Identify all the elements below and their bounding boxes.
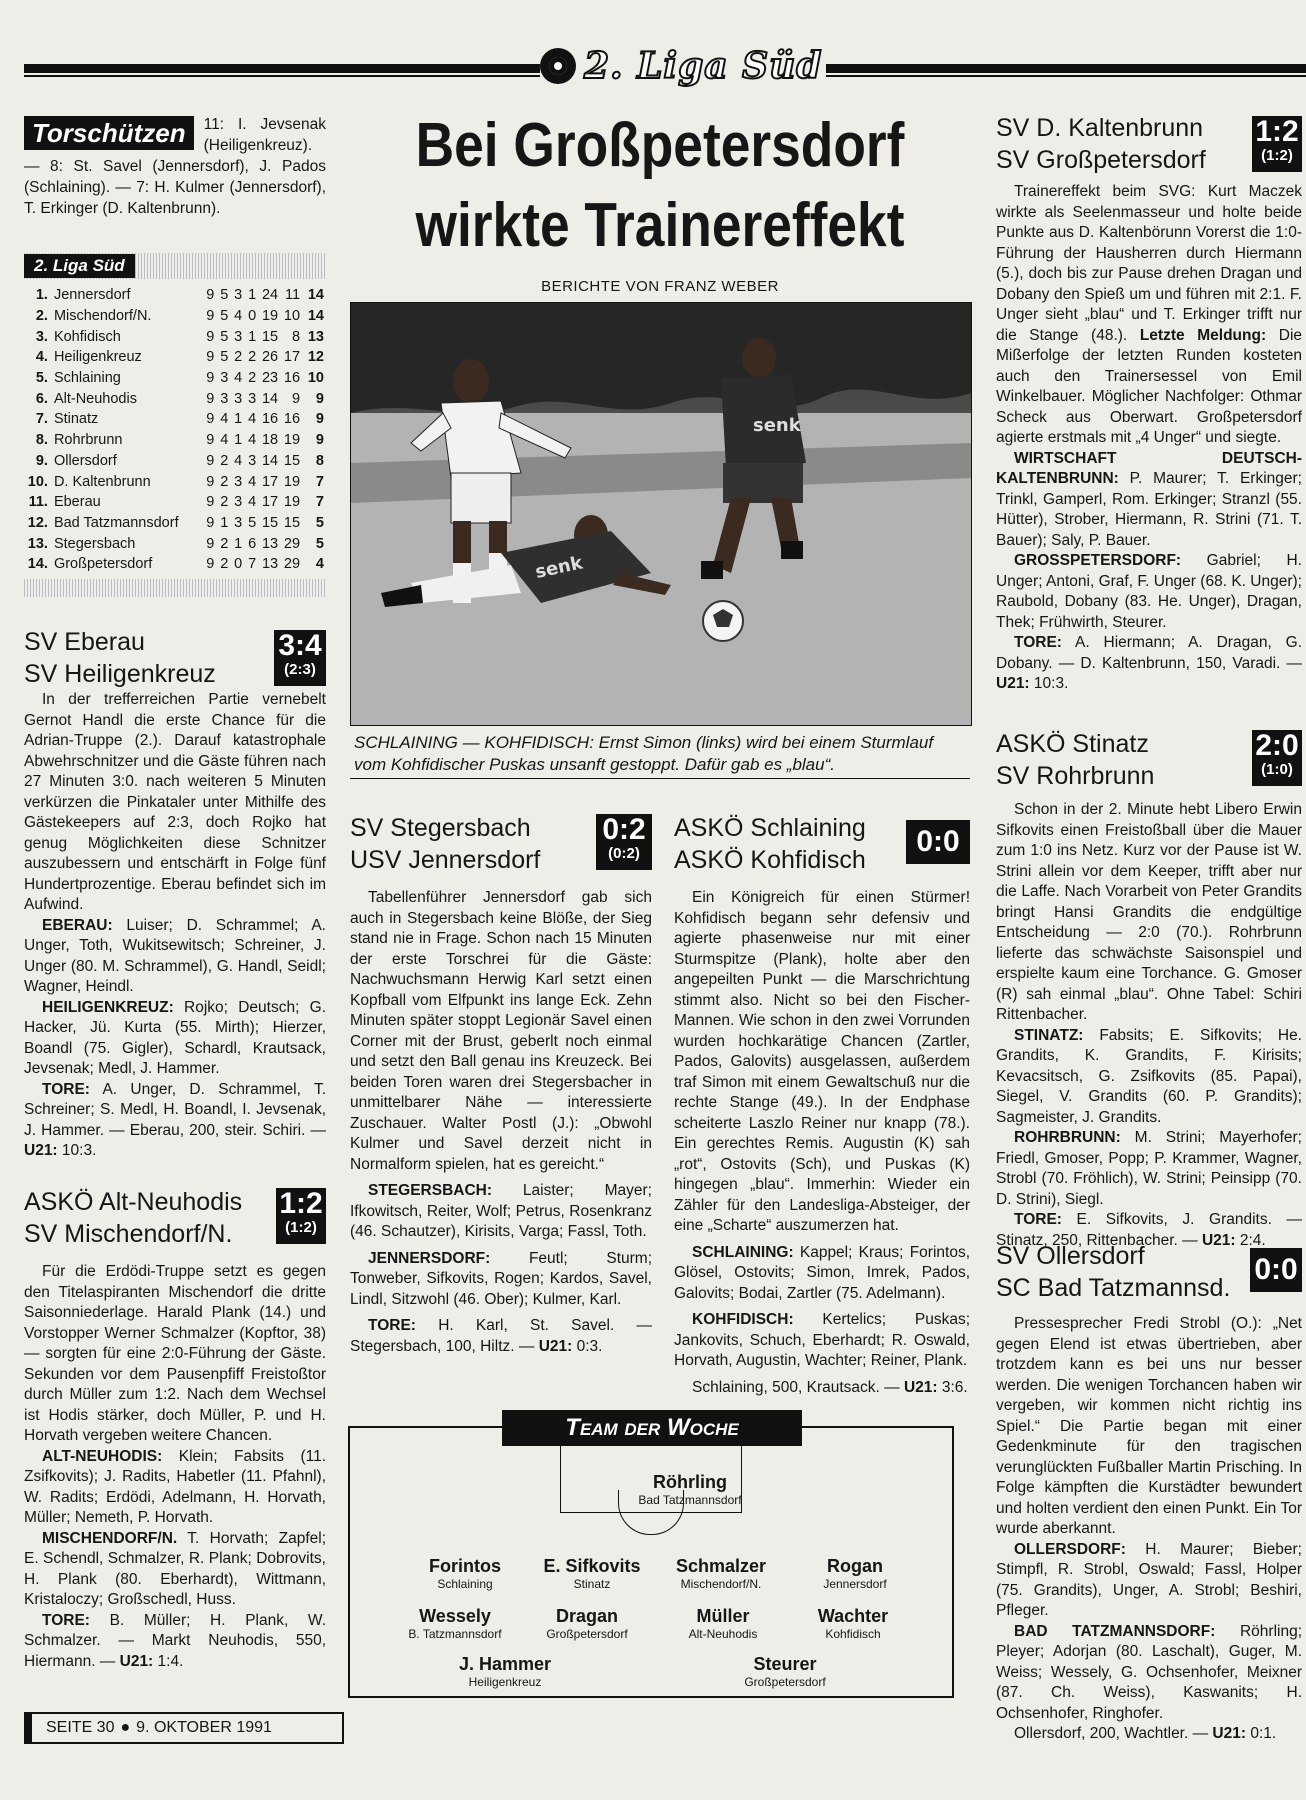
standings-wins: 2 [220,556,229,573]
lineup-kaltenbrunn: P. Maurer; T. Erkinger; Trinkl, Gamperl, Rom. Erkinger; Stranzl (55. Hütter), Strober, Hiermann, R. Strini (71. T. Bauer); Saly, P. Bauer. [996,470,1302,549]
standings-losses: 2 [248,349,257,366]
player-club: Kohfidisch [825,1627,881,1641]
standings-points: 9 [315,390,324,407]
headline-line2: wirkte Trainereffekt [415,191,905,260]
team-of-week-player [700,1654,870,1689]
standings-team: Eberau [53,494,101,511]
standings-team: Stinatz [53,411,99,428]
standings-row [24,533,326,554]
match-stegersbach-report: Tabellenführer Jennersdorf gab sich auch in Stegersbach keine Blöße, der Sieg stand nie in Frage. Schon nach 15 Minuten der erste Torschrei für die Gäste: Nachwuchsmann Herwig Karl setzt einen Kopfball vom Elfpunkt ins lange Eck. Zehn Minuten später stoppt Legionär Savel einen Corner mit der Brust, geberlt noch einmal und setzt den Ball genau ins Kreuzeck. Bei beiden Toren waren drei Stegersbacher in unmittelbarer Nähe — interessierte Zuschauer. Walter Postl (J.): „Obwohl Kulmer und Savel derzeit nicht in Normalform spielen, hat es gereicht.“ [350,889,652,1173]
standings-row [24,430,326,451]
standings-position: 6. [35,390,48,407]
standings-played: 9 [206,308,215,325]
match-eberau-report: In der trefferreichen Partie vernebelt Gernot Handl die erste Chance für die Adrian-Truppe (2.). Darauf katastrophale Abwehrschnitzer und die Gäste führen nach 27 Minuten 3:0. nach weiteren 5 Minuten verkürzen die Pinkataler unter Mithilfe des Gästekeepers auf 2:3, doch Rojko hat genug Möglichkeiten diese Schnitzer auszubessern und entschärft in Folge fünf Hundertprozentige. Eberau befindet sich im Aufwind. [24,691,326,913]
u21-label: U21: [1201,1231,1236,1249]
standings-played: 9 [206,432,215,449]
standings-losses: 3 [248,452,257,469]
player-club: B. Tatzmannsdorf [408,1627,502,1641]
lineup-label: STINATZ: [1014,1026,1084,1044]
scorers-text [24,114,326,219]
goals-eberau: A. Unger, D. Schrammel, T. Schreiner; S. Medl, H. Boandl, I. Jevsenak, J. Hammer. — Eberau, 200, steir. Schiri. — [24,1080,327,1139]
standings-row [24,285,326,306]
standings-played: 9 [206,452,215,469]
standings-wins: 5 [220,287,229,304]
lineup-neuhodis: Klein; Fabsits (11. Zsifkovits); J. Radits, Habetler (11. Pfahnl), W. Radits; Erdödi, Adelmann, H. Horvath, Müller; Nemeth, P. Horvath. [24,1447,326,1526]
standings-goals-for: 17 [261,494,279,511]
standings-position: 7. [35,411,48,428]
standings-played: 9 [206,287,215,304]
standings-bottom-bar [24,579,326,597]
standings-losses: 0 [248,308,257,325]
byline: BERICHTE VON FRANZ WEBER [541,278,779,295]
standings-goals-against: 10 [283,308,301,325]
standings-losses: 4 [248,473,257,490]
standings-team: Alt-Neuhodis [53,390,137,407]
photo-image [351,303,971,725]
player-name: Dragan [555,1606,618,1626]
team-of-week-player [770,1556,940,1591]
match-kaltenbrunn-score: 1:2 (1:2) [1252,116,1302,172]
match-stegersbach-score: 0:2 (0:2) [596,814,652,870]
page-footer [24,1712,344,1744]
photo-jersey-text: senk [753,415,801,436]
team-of-week [348,1414,954,1698]
standings-points: 9 [315,411,324,428]
standings-draws: 4 [234,370,243,387]
player-name: Forintos [429,1556,501,1576]
standings-team: Bad Tatzmannsdorf [53,514,179,531]
player-club: Heiligenkreuz [468,1675,542,1689]
goals-label: TORE: [42,1611,90,1629]
standings-goals-against: 19 [283,432,301,449]
lineup-eberau: Luiser; D. Schrammel; A. Unger, Toth, Wukitsewitsch; Schreiner, J. Unger (80. M. Schrammel), G. Handl, Seidl; Wagner, Heindl. [24,916,326,995]
lineup-label: OLLERSDORF: [1014,1540,1126,1558]
standings-wins: 2 [220,452,229,469]
standings-played: 9 [206,494,215,511]
standings-losses: 2 [248,370,257,387]
headline-line1: Bei Großpetersdorf [415,111,905,180]
standings-goals-for: 26 [261,349,279,366]
lineup-ollersdorf: H. Maurer; Bieber; Stimpfl, R. Strobl, Oswald; Fassl, Holper (75. Grandits), Unger, A. Strobl; Beshiri, Pfleger. [996,1540,1302,1619]
match-schlaining-footer: Schlaining, 500, Krautsack. — [692,1378,900,1396]
standings-losses: 4 [248,432,257,449]
standings-goals-for: 19 [261,308,279,325]
photo-caption: SCHLAINING — KOHFIDISCH: Ernst Simon (links) wird bei einem Sturmlauf vom Kohfidischer Puskas unsanft gestoppt. Dafür gab es „blau“. [350,730,970,779]
u21-eberau: 10:3. [61,1142,97,1159]
standings-wins: 5 [220,328,229,345]
standings-points: 13 [307,328,324,345]
match-kaltenbrunn-report: Trainereffekt beim SVG: Kurt Maczek wirkte als Seelenmasseur und holte beide Punkte aus D. Kaltenbörunn Vorerst die 1:0-Führung der Hausherren durch Hiermann (5.), doch bis zur Pause drehen Dragan und Dobany den Spieß um und führen mit 2:1. F. Unger sieht „blau“ und T. Erkinger trifft nur die Stange (48.). [996,183,1302,344]
standings-losses: 7 [248,556,257,573]
player-club: Großpetersdorf [744,1675,826,1689]
player-club: Großpetersdorf [546,1627,628,1641]
standings-losses: 3 [248,390,257,407]
player-name: E. Sifkovits [543,1556,641,1576]
standings-points: 8 [315,452,324,469]
standings-team: Jennersdorf [53,287,131,304]
standings-played: 9 [206,390,215,407]
match-stinatz-team2: SV Rohrbrunn [996,762,1155,790]
match-kaltenbrunn-team1: SV D. Kaltenbrunn [996,114,1204,142]
match-neuhodis [24,1186,326,1672]
photo-jersey-text-2: senk [533,552,585,583]
lineup-stegersbach: Laister; Mayer; Ifkowitsch, Reiter, Wolf; Petrus, Rosenkranz (46. Schautzer), Kirisits, Varga; Fassl, Toth. [350,1182,652,1240]
u21-label: U21: [996,675,1030,692]
player-club: Schlaining [437,1577,493,1591]
lineup-stinatz: Fabsits; E. Sifkovits; He. Grandits, K. Grandits, F. Kirisits; Kevacsitsch, G. Zsifkovits (85. Papai), Siegel, V. Grandits (60. P. Grandits); Sagmeister, J. Grandits. [996,1026,1302,1126]
standings-goals-against: 15 [283,514,301,531]
section-banner [540,42,830,90]
player-club: Jennersdorf [823,1577,887,1591]
scorers-list: 11: I. Jevsenak (Heiligenkreuz). — 8: St. Savel (Jennersdorf), J. Pados (Schlaining). — 7: H. Kulmer (Jennersdorf), T. Erkinger (D. Kaltenbrunn). [24,116,326,217]
standings-points: 14 [307,308,324,325]
standings-draws: 4 [234,308,243,325]
standings-points: 14 [307,287,324,304]
page-number: SEITE 30 [46,1719,115,1736]
standings-points: 5 [315,535,324,552]
match-neuhodis-team2: SV Mischendorf/N. [24,1220,233,1248]
standings-wins: 2 [220,535,229,552]
match-stinatz [996,728,1302,1251]
standings-wins: 5 [220,349,229,366]
standings-goals-for: 24 [261,287,279,304]
team-of-week-title: Team der Woche [502,1410,802,1446]
standings-row [24,554,326,575]
standings-draws: 1 [234,432,243,449]
bullet-icon: ● [120,1719,131,1736]
standings-goals-for: 14 [261,390,279,407]
standings-box [24,253,326,597]
scorers-label: Torschützen [24,116,194,150]
standings-wins: 4 [220,411,229,428]
team-of-week-topline-right [798,1426,952,1428]
standings-team: Kohfidisch [53,328,121,345]
standings-points: 4 [315,556,324,573]
lineup-label: KOHFIDISCH: [692,1311,794,1328]
u21-neuhodis: 1:4. [157,1652,184,1670]
standings-team: D. Kaltenbrunn [53,473,151,490]
match-ollersdorf-score: 0:0 [1250,1248,1302,1292]
match-ollersdorf-team2: SC Bad Tatzmannsd. [996,1274,1231,1302]
match-schlaining-team2: ASKÖ Kohfidisch [674,846,866,874]
standings-team: Großpetersdorf [53,556,153,573]
standings-goals-for: 15 [261,328,279,345]
match-stegersbach-team2: USV Jennersdorf [350,846,541,874]
goals-label: TORE: [1014,634,1062,651]
lineup-kohfidisch: Kertelics; Puskas; Jankovits, Schuch, Eberhardt; R. Oswald, Horvath, Augustin, Wachter; Reiner, Plank. [674,1311,971,1369]
team-of-week-player [420,1654,590,1689]
standings-label: 2. Liga Süd [24,254,135,278]
standings-goals-against: 29 [283,556,301,573]
lineup-rohrbrunn: M. Strini; Mayerhofer; Friedl, Gmoser, Popp; P. Krammer, Wagner, Strobl (70. Fröhlich), W. Strini; Peinsipp (70. D. Strini), Siegl. [996,1129,1302,1208]
standings-goals-for: 14 [261,452,279,469]
lineup-label: BAD TATZMANNSDORF: [1014,1622,1216,1640]
standings-row [24,347,326,368]
standings-played: 9 [206,328,215,345]
standings-draws: 4 [234,452,243,469]
player-club: Alt-Neuhodis [688,1627,758,1641]
standings-table [24,285,326,575]
lineup-label: HEILIGENKREUZ: [42,998,174,1016]
lineup-label: MISCHENDORF/N. [42,1529,178,1547]
match-stegersbach [350,812,652,1357]
match-ollersdorf [996,1240,1302,1745]
lineup-label: WIRTSCHAFT DEUTSCH-KALTENBRUNN: [996,449,1302,487]
standings-goals-for: 13 [261,556,279,573]
standings-wins: 1 [220,514,229,531]
match-ollersdorf-team1: SV Ollersdorf [996,1242,1145,1270]
standings-draws: 3 [234,514,243,531]
lineup-label: SCHLAINING: [692,1243,794,1261]
player-club: Bad Tatzmannsdorf [638,1493,742,1507]
standings-team: Ollersdorf [53,452,117,469]
standings-goals-against: 11 [285,287,301,304]
standings-row [24,409,326,430]
match-ollersdorf-report: Pressesprecher Fredi Strobl (O.): „Net gegen Elend ist etwas übertrieben, aber trotzdem kann es bei uns nur besser werden. Die wenigen Torchancen haben wir vergeben, wir kommen nicht richtig ins Spiel.“ Die Partie began mit einer Gedenkminute für den tragischen verunglückten Fußballer Martin Prisching. In Folge kämpften die Kurstädter bewundert und holten verdient den einen Punkt. Ein Tor wurde aberkannt. [996,1315,1302,1537]
standings-draws: 1 [234,535,243,552]
standings-row [24,513,326,534]
standings-position: 10. [27,473,48,490]
player-name: Steurer [753,1654,817,1674]
football-icon [540,48,576,84]
u21-label: U21: [903,1378,938,1396]
standings-played: 9 [206,473,215,490]
standings-position: 13. [27,535,48,552]
standings-losses: 1 [248,328,257,345]
standings-position: 9. [35,452,48,469]
standings-points: 10 [307,370,324,387]
standings-row [24,306,326,327]
standings-draws: 3 [234,328,243,345]
match-stinatz-team1: ASKÖ Stinatz [996,730,1149,758]
standings-position: 11. [28,494,48,511]
match-eberau-score: 3:4 (2:3) [274,630,326,686]
standings-draws: 3 [234,494,243,511]
standings-row [24,451,326,472]
standings-played: 9 [206,349,215,366]
standings-row [24,388,326,409]
team-of-week-player [605,1472,775,1507]
match-stinatz-score: 2:0 (1:0) [1252,730,1302,786]
player-name: J. Hammer [458,1654,552,1674]
standings-played: 9 [206,411,215,428]
late-news-label: Letzte Meldung: [1139,326,1267,344]
goals-label: TORE: [42,1080,90,1098]
lineup-label: STEGERSBACH: [368,1182,493,1199]
standings-points: 7 [315,494,324,511]
standings-goals-for: 17 [261,473,279,490]
player-name: Wessely [419,1606,491,1626]
standings-draws: 3 [234,287,243,304]
goals-neuhodis: B. Müller; H. Plank, W. Schmalzer. — Markt Neuhodis, 550, Hiermann. — [24,1611,326,1670]
player-club: Mischendorf/N. [680,1577,762,1591]
team-of-week-topline-left [350,1426,504,1428]
standings-team: Schlaining [53,370,121,387]
lineup-jennersdorf: Feutl; Sturm; Tonweber, Sifkovits, Rogen; Kardos, Savel, Lindl, Sitzwohl (46. Ober); Kulmer, Karl. [350,1249,653,1308]
lineup-schlaining: Kappel; Kraus; Forintos, Glösel, Ostovits; Simon, Imrek, Pados, Galovits; Bodai, Zartler (75. Adelmann). [674,1243,971,1302]
u21-label: U21: [538,1337,573,1355]
standings-goals-against: 16 [283,370,301,387]
lineup-label: ROHRBRUNN: [1014,1129,1121,1146]
standings-goals-for: 23 [261,370,279,387]
standings-goals-against: 8 [291,328,301,345]
standings-goals-against: 19 [283,494,301,511]
standings-team: Stegersbach [53,535,136,552]
standings-played: 9 [206,556,215,573]
standings-position: 12. [27,514,48,531]
standings-points: 9 [315,432,324,449]
standings-team: Rohrbrunn [53,432,123,449]
standings-draws: 1 [234,411,243,428]
standings-goals-against: 29 [283,535,301,552]
standings-goals-for: 18 [261,432,279,449]
lineup-grosspetersdorf: Gabriel; H. Unger; Antoni, Graf, F. Unger (68. K. Unger); Raubold, Dobany (83. He. Unger), Dragan, Thek; Frühwirth, Steurer. [996,552,1302,631]
late-news: Die Mißerfolge der letzten Runden kosteten auch den Trainersessel von Emil Winkelbauer. Möglicher Nachfolger: Othmar Scheck aus Oberwart. Großpetersdorf agierte erstmals mit „4 Unger“ und siegte. [996,326,1303,446]
standings-position: 14. [27,556,48,573]
goals-stinatz: E. Sifkovits, J. Grandits. — Stinatz, 250, Rittenbacher. — [996,1211,1302,1249]
standings-goals-against: 9 [291,390,301,407]
match-neuhodis-report: Für die Erdödi-Truppe setzt es gegen den Titelaspiranten Mischendorf die dritte Saisonniederlage. Harald Plank (14.) und Vorstopper Werner Schmalzer (Kopftor, 38) — sorgten für eine 2:0-Führung der Gäste. Sekunden vor dem Pausenpfiff Freistoßtor durch Müller zum 1:2. Nach dem Wechsel ist Hodis stärker, doch Müller, P. und H. Horvath vergeben weitere Chancen. [24,1263,326,1444]
u21-stinatz: 2:4. [1239,1231,1266,1249]
standings-points: 5 [315,514,324,531]
standings-draws: 2 [234,349,243,366]
standings-wins: 2 [220,473,229,490]
standings-points: 12 [307,349,324,366]
player-name: Röhrling [653,1472,727,1492]
match-eberau-team1: SV Eberau [24,628,145,656]
player-name: Müller [696,1606,750,1626]
standings-wins: 2 [220,494,229,511]
standings-row [24,492,326,513]
lineup-label: GROSSPETERSDORF: [1014,552,1182,569]
u21-ollersdorf: 0:1. [1250,1725,1277,1742]
standings-row [24,326,326,347]
player-name: Rogan [827,1556,883,1576]
standings-goals-for: 15 [261,514,279,531]
lineup-bad-tatzmannsdorf: Röhrling; Pleyer; Adorjan (80. Laschalt), Guger, M. Weiss; Wessely, G. Ochsenhofer, Meixner (87. Ch. Weiss), Kaswanits; H. Ochsenhofer, Ringhofer. [996,1622,1302,1722]
standings-goals-against: 16 [283,411,301,428]
standings-played: 9 [206,514,215,531]
match-schlaining-team1: ASKÖ Schlaining [674,814,866,842]
standings-losses: 4 [248,411,257,428]
u21-kaltenbrunn: 10:3. [1033,675,1069,692]
match-ollersdorf-footer: Ollersdorf, 200, Wachtler. — [1014,1725,1209,1742]
standings-position: 3. [35,328,48,345]
match-eberau-team2: SV Heiligenkreuz [24,660,216,688]
goals-kaltenbrunn: A. Hiermann; A. Dragan, G. Dobany. — D. Kaltenbrunn, 150, Varadi. — [996,634,1303,672]
headline [393,106,926,266]
match-kaltenbrunn [996,112,1302,695]
lineup-label: JENNERSDORF: [368,1249,491,1267]
standings-losses: 6 [248,535,257,552]
match-neuhodis-score: 1:2 (1:2) [276,1188,326,1244]
standings-played: 9 [206,535,215,552]
player-name: Schmalzer [675,1556,767,1576]
team-of-week-player [768,1606,938,1641]
match-schlaining [674,812,970,1398]
player-club: Stinatz [573,1577,611,1591]
match-schlaining-report: Ein Königreich für einen Stürmer! Kohfidisch begann sehr defensiv und agierte phasenweise nur mit einer Sturmspitze (Plank), holte aber den angepeilten Punkt — die Marschrichtung stimmt also. Nicht so bei den Fischer-Mannen. Wie schon in den zwei Vorrunden wurden hochkarätige Chancen (Zartler, Pados, Galovits) ausgelassen, außerdem traf Simon mit einem Gewaltschuß nur die rechte Stange (49.). In der Endphase scheiterte Laszlo Reiner nur knapp (78.). Ein gerechtes Remis. Augustin (K) sah „rot“, Ostovits (Sch), und Puskas (K) hingegen „blau“. Immerhin: Wieder ein Zähler für den Landesliga-Absteiger, der eine „Scharte“ auszumerzen hat. [674,889,970,1234]
match-stinatz-report: Schon in der 2. Minute hebt Libero Erwin Sifkovits einen Freistoßball über die Mauer zum 1:0 ins Netz. Kurz vor der Pause ist W. Strini allein vor dem Keeper, trifft aber nur die Laffe. Nach Vorarbeit von Peter Grandits bringt Hansi Grandits die endgültige Entscheidung — 2:0 (70.). Rohrbrunn lieferte das schwächste Saisonspiel und erspielte kaum eine Torchance. G. Gmoser (R) sah einmal „blau“. Ohne Tabel: Schiri Rittenbacher. [996,801,1302,1023]
standings-wins: 3 [220,390,229,407]
standings-losses: 1 [248,287,257,304]
lineup-mischendorf: T. Horvath; Zapfel; E. Schendl, Schmalzer, R. Plank; Dobrovits, H. Plank (80. Eberhardt), Wittmann, Kristaloczy; Großschedl, Huss. [24,1529,326,1608]
match-kaltenbrunn-team2: SV Großpetersdorf [996,146,1206,174]
standings-wins: 5 [220,308,229,325]
standings-wins: 3 [220,370,229,387]
match-photo [350,302,972,726]
standings-goals-for: 13 [261,535,279,552]
standings-goals-against: 15 [283,452,301,469]
standings-played: 9 [206,370,215,387]
issue-date: 9. OKTOBER 1991 [136,1719,272,1736]
u21-schlaining: 3:6. [941,1378,968,1396]
standings-row [24,471,326,492]
top-rule-left [24,64,540,73]
match-stegersbach-team1: SV Stegersbach [350,814,531,842]
standings-draws: 3 [234,473,243,490]
goals-label: TORE: [1014,1211,1062,1228]
top-rule-right [826,64,1306,73]
standings-position: 2. [35,308,48,325]
standings-losses: 4 [248,494,257,511]
standings-position: 1. [35,287,48,304]
standings-goals-against: 19 [283,473,301,490]
standings-goals-against: 17 [283,349,301,366]
standings-points: 7 [315,473,324,490]
goals-stegersbach: H. Karl, St. Savel. — Stegersbach, 100, Hiltz. — [350,1317,652,1355]
lineup-label: ALT-NEUHODIS: [42,1447,163,1465]
standings-row [24,368,326,389]
standings-team: Heiligenkreuz [53,349,142,366]
u21-label: U21: [1212,1725,1247,1742]
standings-position: 8. [35,432,48,449]
standings-position: 5. [35,370,48,387]
standings-position: 4. [35,349,48,366]
match-neuhodis-team1: ASKÖ Alt-Neuhodis [24,1188,243,1216]
lineup-heiligenkreuz: Rojko; Deutsch; G. Hacker, Jü. Kurta (55. Mirth); Hierzer, Boandl (75. Gigler), Schardl, Krautsack, Jevsenak; Medl, J. Hammer. [24,998,326,1077]
standings-losses: 5 [248,514,257,531]
standings-draws: 0 [234,556,243,573]
u21-label: U21: [24,1142,58,1159]
u21-label: U21: [119,1652,154,1670]
standings-team: Mischendorf/N. [53,308,152,325]
standings-wins: 4 [220,432,229,449]
standings-goals-for: 16 [261,411,279,428]
scorers-box [24,114,326,219]
player-name: Wachter [817,1606,889,1626]
u21-stegersbach: 0:3. [576,1337,603,1355]
match-schlaining-score: 0:0 [906,820,970,864]
goals-label: TORE: [368,1317,416,1334]
lineup-label: EBERAU: [42,916,113,934]
section-title: 2. Liga Süd [584,45,823,87]
match-eberau [24,626,326,1162]
standings-draws: 3 [234,390,243,407]
